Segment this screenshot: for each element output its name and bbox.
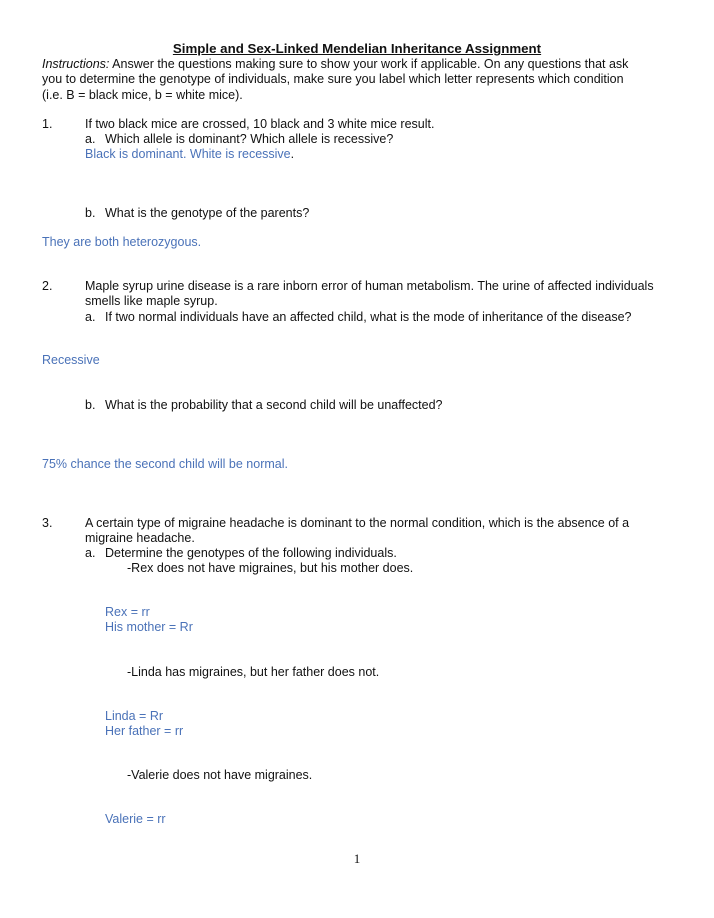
- q1b-prompt: [85, 206, 309, 221]
- q2a-text: If two normal individuals have an affected child, what is the mode of inheritance of the disease?: [105, 310, 632, 324]
- q3-linda-prompt: -Linda has migraines, but her father does not.: [127, 665, 380, 679]
- q1a-text: Which allele is dominant? Which allele is recessive?: [105, 132, 394, 146]
- q1a-prompt: [85, 132, 393, 147]
- q3-rex-answer: Rex = rr: [105, 605, 150, 619]
- instructions-text-1: Answer the questions making sure to show your work if applicable. On any questions that ask: [109, 57, 629, 71]
- instructions-line-3: (i.e. B = black mice, b = white mice).: [42, 88, 243, 102]
- q2b-label: b.: [85, 398, 96, 412]
- q3-valerie-answer: Valerie = rr: [105, 812, 166, 826]
- q3a-label: a.: [85, 546, 96, 560]
- q2-number: 2.: [42, 279, 53, 293]
- q2-text-line-2: smells like maple syrup.: [85, 294, 218, 308]
- q2b-answer: 75% chance the second child will be normal.: [42, 457, 288, 471]
- q1b-text: What is the genotype of the parents?: [105, 206, 310, 220]
- q1b-answer: They are both heterozygous.: [42, 235, 202, 249]
- instructions-line-2: you to determine the genotype of individuals, make sure you label which letter represents which condition: [42, 72, 624, 86]
- q1a-answer-period: .: [290, 147, 295, 161]
- q2a-answer: Recessive: [42, 353, 100, 367]
- q3-text-line-1: A certain type of migraine headache is dominant to the normal condition, which is the absence of a: [85, 516, 630, 530]
- q3-rex-mother-answer: His mother = Rr: [105, 620, 193, 634]
- q1a-answer-line: [85, 147, 294, 162]
- q3-valerie-prompt: -Valerie does not have migraines.: [127, 768, 313, 782]
- q3a-text: Determine the genotypes of the following individuals.: [105, 546, 397, 560]
- q1a-label: a.: [85, 132, 96, 146]
- q3-linda-answer: Linda = Rr: [105, 709, 164, 723]
- q3-linda-father-answer: Her father = rr: [105, 724, 184, 738]
- q2b-text: What is the probability that a second child will be unaffected?: [105, 398, 443, 412]
- q3a-prompt: [85, 546, 397, 561]
- q3-rex-prompt: -Rex does not have migraines, but his mother does.: [127, 561, 414, 575]
- q2a-prompt: [85, 310, 631, 325]
- q3-text-line-2: migraine headache.: [85, 531, 195, 545]
- instructions-line-1: [42, 57, 628, 72]
- q2b-prompt: [85, 398, 442, 413]
- q2a-label: a.: [85, 310, 96, 324]
- page-number: 1: [353, 851, 361, 866]
- q1b-label: b.: [85, 206, 96, 220]
- q3-number: 3.: [42, 516, 53, 530]
- q1-number: 1.: [42, 117, 53, 131]
- document-title: Simple and Sex-Linked Mendelian Inheritance Assignment: [172, 41, 542, 56]
- q1a-answer: Black is dominant. White is recessive: [85, 147, 291, 161]
- instructions-label: Instructions:: [42, 57, 110, 71]
- q1-text: If two black mice are crossed, 10 black and 3 white mice result.: [85, 117, 435, 131]
- q2-text-line-1: Maple syrup urine disease is a rare inborn error of human metabolism. The urine of affected individuals: [85, 279, 654, 293]
